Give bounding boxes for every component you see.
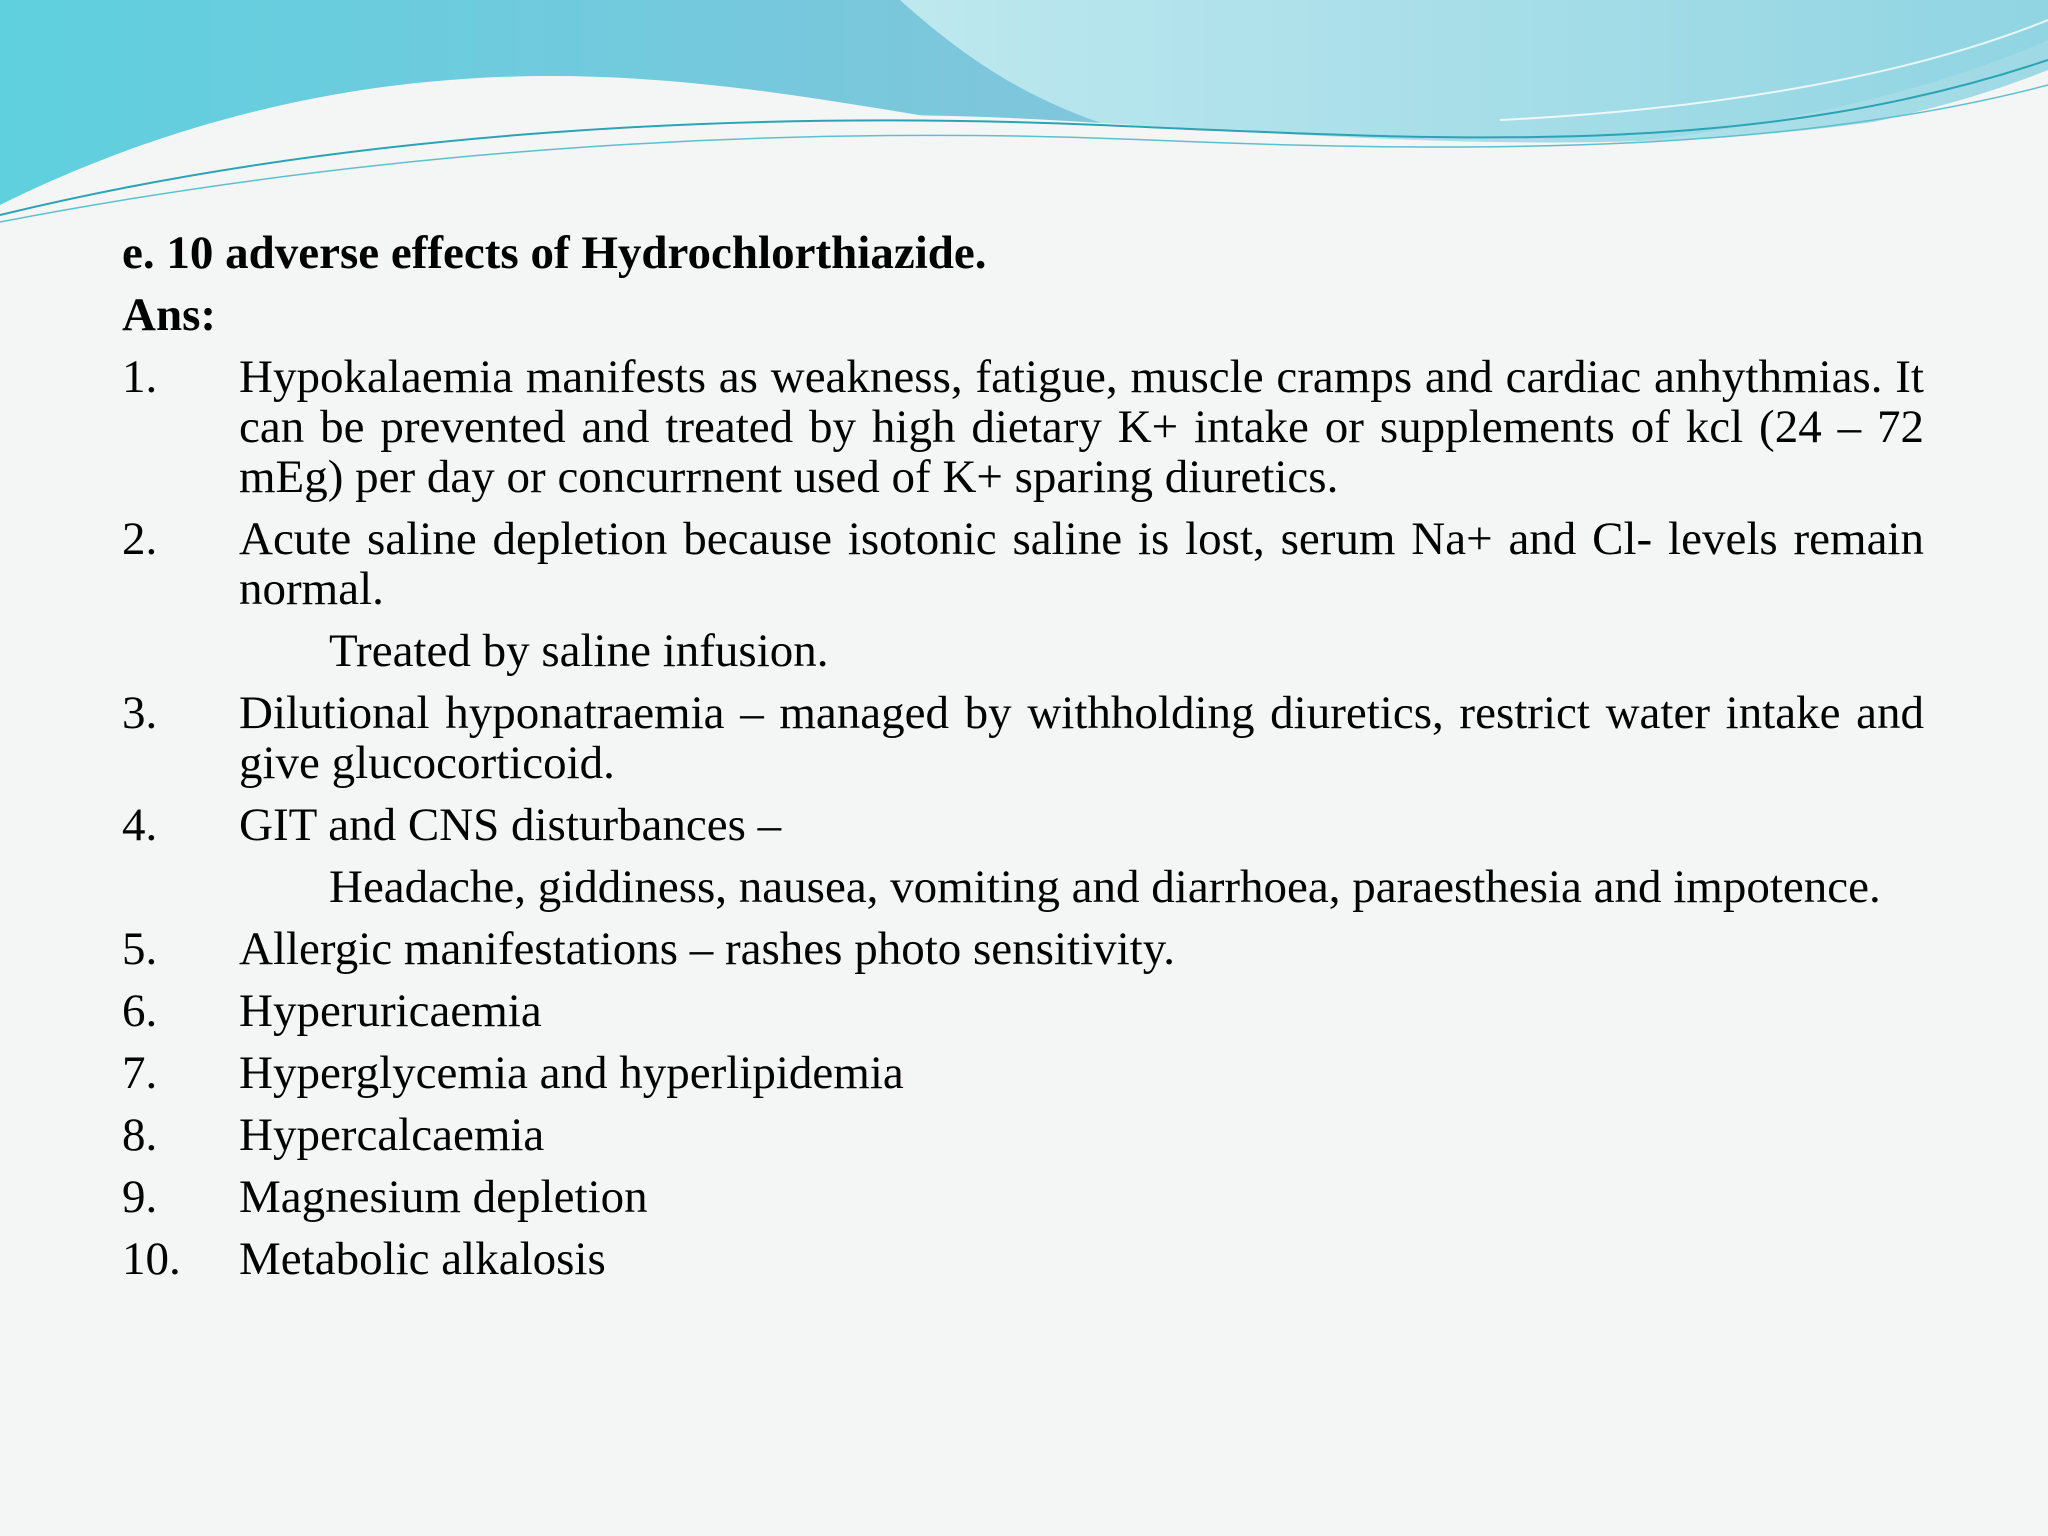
list-text: Hyperglycemia and hyperlipidemia bbox=[239, 1047, 904, 1099]
list-item bbox=[122, 1172, 1924, 1222]
list-body bbox=[239, 800, 1924, 912]
list-text: Magnesium depletion bbox=[239, 1171, 648, 1223]
list-number: 8. bbox=[122, 1109, 158, 1161]
slide-content bbox=[122, 222, 1924, 1296]
list-number: 4. bbox=[122, 799, 158, 851]
list-number: 6. bbox=[122, 985, 158, 1037]
list-text: Acute saline depletion because isotonic saline is lost, serum Na+ and Cl- levels remain normal. bbox=[239, 513, 1924, 615]
list-number: 9. bbox=[122, 1171, 158, 1223]
list-text: Metabolic alkalosis bbox=[239, 1233, 606, 1285]
list-body bbox=[239, 514, 1924, 676]
list-text: GIT and CNS disturbances – bbox=[239, 799, 782, 851]
list-number: 1. bbox=[122, 351, 158, 403]
list-item bbox=[122, 352, 1924, 502]
answer-label: Ans: bbox=[122, 289, 217, 341]
list-number: 2. bbox=[122, 513, 158, 565]
list-item bbox=[122, 1048, 1924, 1098]
list-text: Dilutional hyponatraemia – managed by withholding diuretics, restrict water intake and give glucocorticoid. bbox=[239, 687, 1924, 789]
list-text: Hyperuricaemia bbox=[239, 985, 542, 1037]
list-number: 7. bbox=[122, 1047, 158, 1099]
list-item bbox=[122, 688, 1924, 788]
list-subtext: Treated by saline infusion. bbox=[329, 625, 829, 677]
list-item bbox=[122, 986, 1924, 1036]
list-number: 5. bbox=[122, 923, 158, 975]
list-item bbox=[122, 514, 1924, 676]
list-text: Allergic manifestations – rashes photo sensitivity. bbox=[239, 923, 1175, 975]
decorative-wave-header bbox=[0, 0, 2048, 240]
list-item bbox=[122, 1234, 1924, 1284]
list-item bbox=[122, 800, 1924, 912]
slide-title: e. 10 adverse effects of Hydrochlorthiazide. bbox=[122, 227, 987, 279]
list-item bbox=[122, 1110, 1924, 1160]
list-text: Hypercalcaemia bbox=[239, 1109, 545, 1161]
list-text: Hypokalaemia manifests as weakness, fatigue, muscle cramps and cardiac anhythmias. It can be prevented and treated by high dietary K+ intake or supplements of kcl (24 – 72 mEg) per day or concurrnent used of K+ sparing diuretics. bbox=[239, 351, 1924, 503]
list-item bbox=[122, 924, 1924, 974]
list-number: 3. bbox=[122, 687, 158, 739]
list-number: 10. bbox=[122, 1233, 181, 1285]
list-subtext: Headache, giddiness, nausea, vomiting and diarrhoea, paraesthesia and impotence. bbox=[329, 861, 1881, 913]
